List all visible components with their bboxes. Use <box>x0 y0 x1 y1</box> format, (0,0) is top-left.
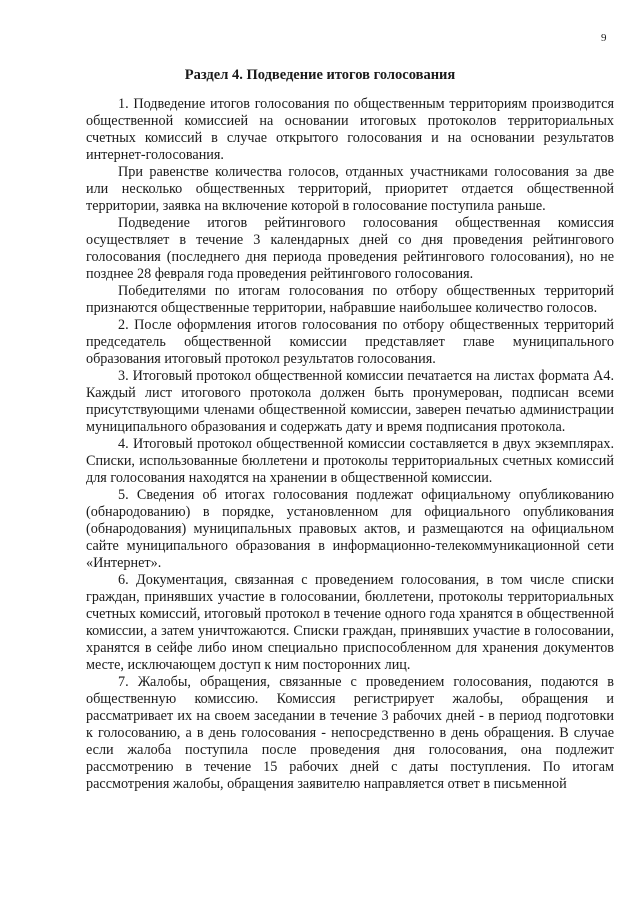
document-body <box>86 96 614 793</box>
paragraph-4: 4. Итоговый протокол общественной комиссии составляется в двух экземплярах. Списки, использованные бюллетени и протоколы территориальных счетных комиссий для голосования находятся на хранении в общественной комиссии. <box>86 436 614 486</box>
paragraph-7: 7. Жалобы, обращения, связанные с проведением голосования, подаются в общественную комиссию. Комиссия регистрирует жалобы, обращения и рассматривает их на своем заседании в течение 3 рабочих дней - в период подготовки к голосованию, а в день голосования - непосредственно в день обращения. В случае если жалоба поступила после проведения дня голосования, она подлежит рассмотрению в течение 15 рабочих дней с даты поступления. По итогам рассмотрения жалобы, обращения заявителю направляется ответ в письменной <box>86 674 614 792</box>
section-title: Раздел 4. Подведение итогов голосования <box>184 67 456 83</box>
paragraph-1-winners: Победителями по итогам голосования по отбору общественных территорий признаются общественные территории, набравшие наибольшее количество голосов. <box>86 283 614 316</box>
page-number: 9 <box>601 32 607 44</box>
paragraph-6: 6. Документация, связанная с проведением голосования, в том числе списки граждан, принявших участие в голосовании, бюллетени, протоколы территориальных счетных комиссий, итоговый протокол в течение одного года хранятся в общественной комиссии, а затем уничтожаются. Списки граждан, принявших участие в голосовании, хранятся в сейфе либо ином специально приспособленном для хранения документов месте, исключающем доступ к ним посторонних лиц. <box>86 572 614 673</box>
paragraph-3: 3. Итоговый протокол общественной комиссии печатается на листах формата А4. Каждый лист итогового протокола должен быть пронумерован, подписан всеми присутствующими членами общественной комиссии, заверен печатью администрации муниципального образования и содержать дату и время подписания протокола. <box>86 368 614 435</box>
paragraph-5: 5. Сведения об итогах голосования подлежат официальному опубликованию (обнародованию) в порядке, установленном для официального опубликования (обнародования) муниципальных правовых актов, и размещаются на официальном сайте муниципального образования в информационно-телекоммуникационной сети «Интернет». <box>86 487 614 571</box>
paragraph-2: 2. После оформления итогов голосования по отбору общественных территорий председатель общественной комиссии представляет главе муниципального образования итоговый протокол результатов голосования. <box>86 317 614 367</box>
paragraph-1-tie-rule: При равенстве количества голосов, отданных участниками голосования за две или несколько общественных территорий, приоритет отдается общественной территории, заявка на включение которой в голосование поступила раньше. <box>86 164 614 214</box>
paragraph-1-rating-deadline: Подведение итогов рейтингового голосования общественная комиссия осуществляет в течение 3 календарных дней со дня проведения рейтингового голосования (последнего дня периода проведения рейтингового голосования), но не позднее 28 февраля года проведения рейтингового голосования. <box>86 215 614 282</box>
paragraph-1: 1. Подведение итогов голосования по общественным территориям производится общественной комиссией на основании итоговых протоколов территориальных счетных комиссий в случае открытого голосования и на основании результатов интернет-голосования. <box>86 96 614 163</box>
